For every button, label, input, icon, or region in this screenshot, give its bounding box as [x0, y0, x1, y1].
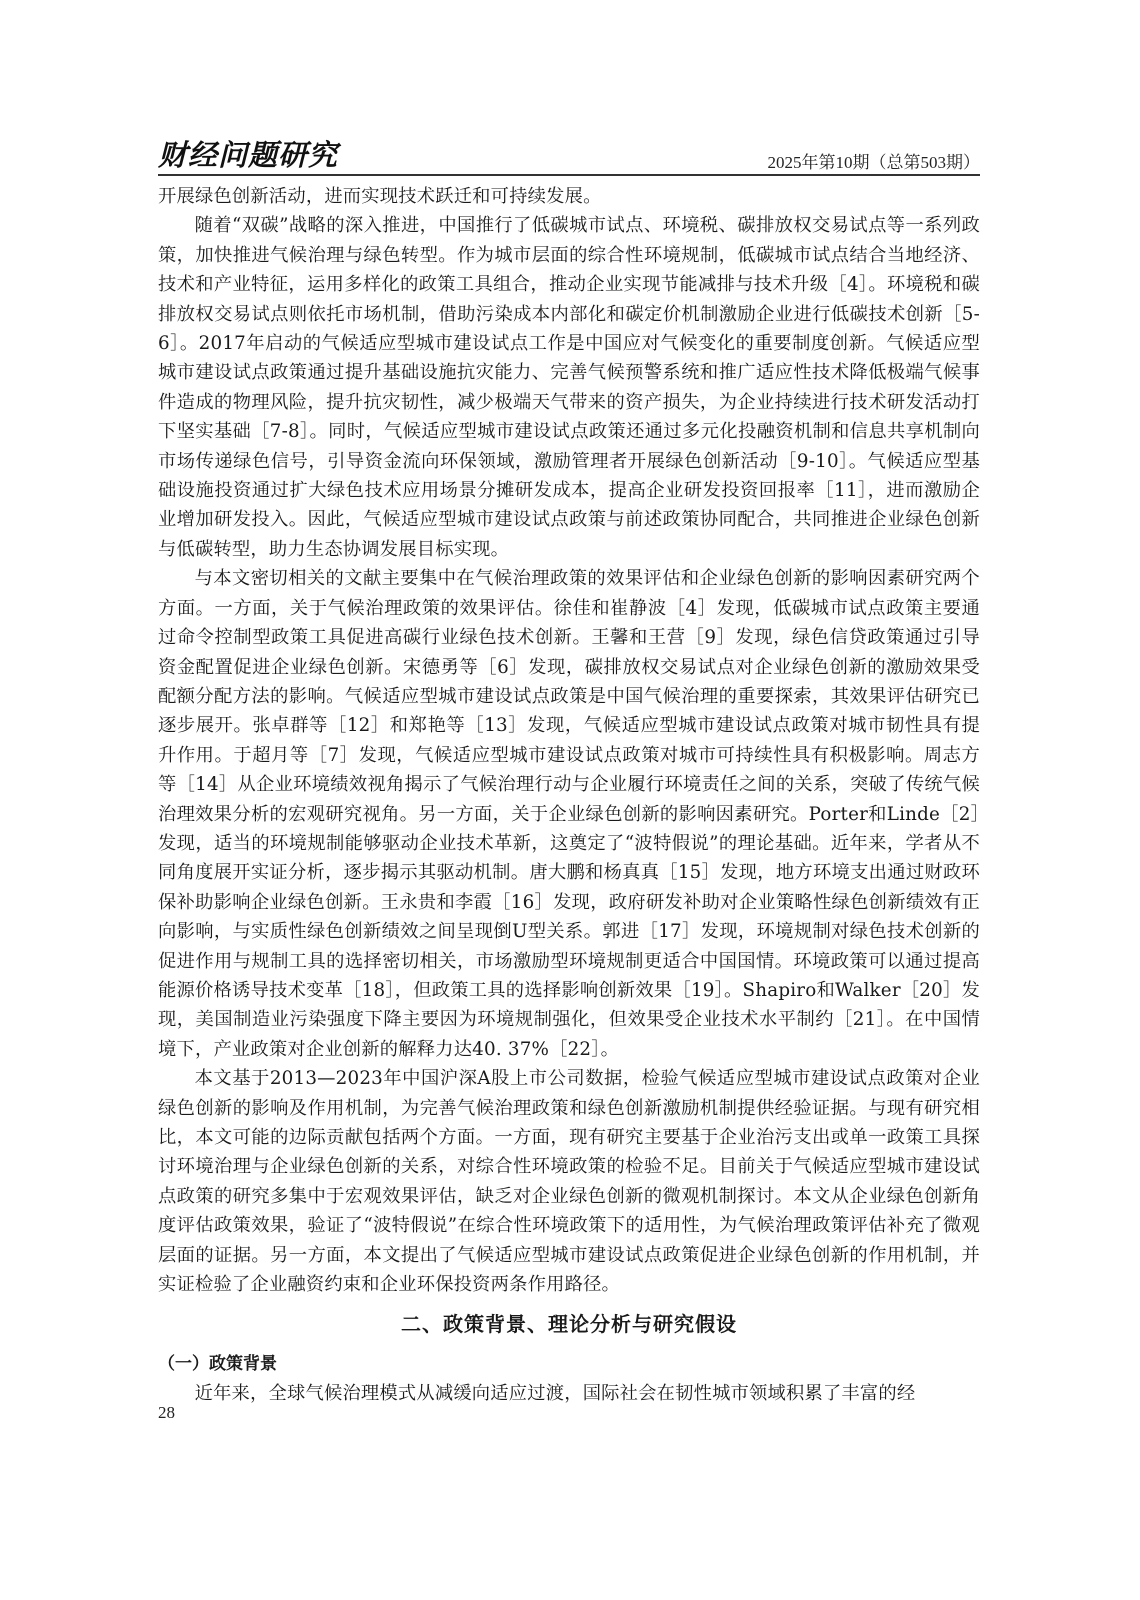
paragraph-literature-review: 与本文密切相关的文献主要集中在气候治理政策的效果评估和企业绿色创新的影响因素研究两个方面。一方面，关于气候治理政策的效果评估。徐佳和崔静波［4］发现，低碳城市试点政策主要通过命令控制型政策工具促进高碳行业绿色技术创新。王馨和王营［9］发现，绿色信贷政策通过引导资金配置促进企业绿色创新。宋德勇等［6］发现，碳排放权交易试点对企业绿色创新的激励效果受配额分配方法的影响。气候适应型城市建设试点政策是中国气候治理的重要探索，其效果评估研究已逐步展开。张卓群等［12］和郑艳等［13］发现，气候适应型城市建设试点政策对城市韧性具有提升作用。于超月等［7］发现，气候适应型城市建设试点政策对城市可持续性具有积极影响。周志方等［14］从企业环境绩效视角揭示了气候治理行动与企业履行环境责任之间的关系，突破了传统气候治理效果分析的宏观研究视角。另一方面，关于企业绿色创新的影响因素研究。Porter和Linde［2］发现，适当的环境规制能够驱动企业技术革新，这奠定了“波特假说”的理论基础。近年来，学者从不同角度展开实证分析，逐步揭示其驱动机制。唐大鹏和杨真真［15］发现，地方环境支出通过财政环保补助影响企业绿色创新。王永贵和李霞［16］发现，政府研发补助对企业策略性绿色创新绩效有正向影响，与实质性绿色创新绩效之间呈现倒U型关系。郭进［17］发现，环境规制对绿色技术创新的促进作用与规制工具的选择密切相关，市场激励型环境规制更适合中国国情。环境政策可以通过提高能源价格诱导技术变革［18］，但政策工具的选择影响创新效果［19］。Shapiro和Walker［20］发现，美国制造业污染强度下降主要因为环境规制强化，但效果受企业技术水平制约［21］。在中国情境下，产业政策对企业创新的解释力达40. 37%［22］。 [158, 568, 980, 1060]
paragraph-continued: 开展绿色创新活动，进而实现技术跃迁和可持续发展。 [158, 186, 602, 207]
page-number: 28 [158, 1403, 175, 1422]
paragraph-contribution: 本文基于2013—2023年中国沪深A股上市公司数据，检验气候适应型城市建设试点政策对企业绿色创新的影响及作用机制，为完善气候治理政策和绿色创新激励机制提供经验证据。与现有研究相比，本文可能的边际贡献包括两个方面。一方面，现有研究主要基于企业治污支出或单一政策工具探讨环境治理与企业绿色创新的关系，对综合性环境政策的检验不足。目前关于气候适应型城市建设试点政策的研究多集中于宏观效果评估，缺乏对企业绿色创新的微观机制探讨。本文从企业绿色创新角度评估政策效果，验证了“波特假说”在综合性环境政策下的适用性，为气候治理政策评估补充了微观层面的证据。另一方面，本文提出了气候适应型城市建设试点政策促进企业绿色创新的作用机制，并实证检验了企业融资约束和企业环保投资两条作用路径。 [158, 1068, 980, 1296]
subsection-heading: （一）政策背景 [158, 1354, 277, 1375]
header-divider [158, 174, 980, 176]
journal-name-logo: 财经问题研究 [158, 138, 339, 172]
page-header [158, 136, 980, 176]
article-body [158, 182, 980, 1409]
paragraph-policy-background: 近年来，全球气候治理模式从减缓向适应过渡，国际社会在韧性城市领域积累了丰富的经 [194, 1383, 916, 1405]
section-heading: 二、政策背景、理论分析与研究假设 [401, 1312, 737, 1337]
issue-info: 2025年第10期（总第503期） [767, 153, 980, 172]
paragraph-policy-intro: 随着“双碳”战略的深入推进，中国推行了低碳城市试点、环境税、碳排放权交易试点等一系列政策，加快推进气候治理与绿色转型。作为城市层面的综合性环境规制，低碳城市试点结合当地经济、技术和产业特征，运用多样化的政策工具组合，推动企业实现节能减排与技术升级［4］。环境税和碳排放权交易试点则依托市场机制，借助污染成本内部化和碳定价机制激励企业进行低碳技术创新［5-6］。2017年启动的气候适应型城市建设试点工作是中国应对气候变化的重要制度创新。气候适应型城市建设试点政策通过提升基础设施抗灾能力、完善气候预警系统和推广适应性技术降低极端气候事件造成的物理风险，提升抗灾韧性，减少极端天气带来的资产损失，为企业持续进行技术研发活动打下坚实基础［7-8］。同时，气候适应型城市建设试点政策还通过多元化投融资机制和信息共享机制向市场传递绿色信号，引导资金流向环保领域，激励管理者开展绿色创新活动［9-10］。气候适应型基础设施投资通过扩大绿色技术应用场景分摊研发成本，提高企业研发投资回报率［11］，进而激励企业增加研发投入。因此，气候适应型城市建设试点政策与前述政策协同配合，共同推进企业绿色创新与低碳转型，助力生态协调发展目标实现。 [158, 215, 980, 560]
